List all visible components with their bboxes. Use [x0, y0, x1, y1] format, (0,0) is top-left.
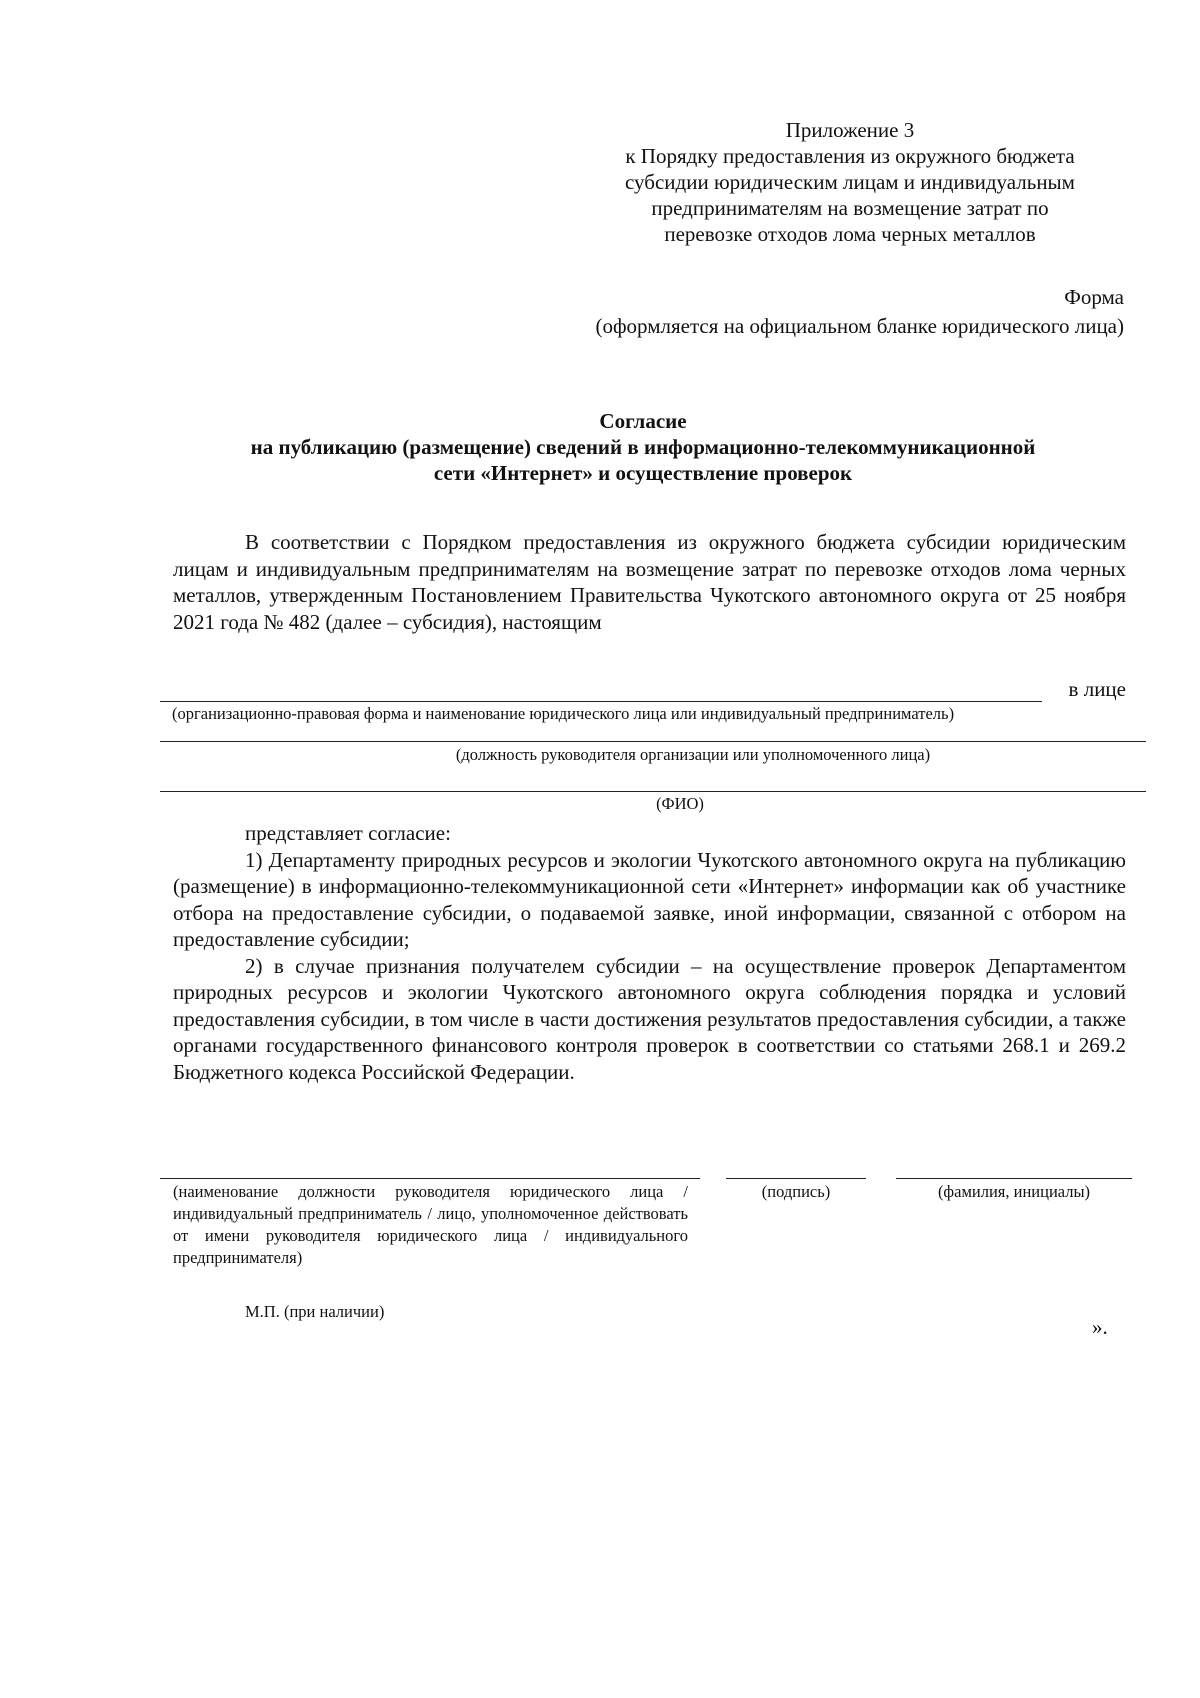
- form-note: (оформляется на официальном бланке юридического лица): [595, 314, 1124, 338]
- fio-caption: (ФИО): [656, 794, 704, 813]
- appendix-ref-line: субсидии юридическим лицам и индивидуальным: [625, 170, 1075, 194]
- stamp-note: М.П. (при наличии): [245, 1302, 385, 1321]
- signature-line: [726, 1178, 866, 1179]
- org-name-caption: (организационно-правовая форма и наименование юридического лица или индивидуальный предприниматель): [172, 704, 955, 723]
- intro-paragraph: [173, 529, 1126, 635]
- appendix-ref-line: предпринимателям на возмещение затрат по: [651, 196, 1049, 220]
- in-person-label: в лице: [1068, 677, 1126, 701]
- org-name-line: [160, 701, 1042, 702]
- fio-line: [160, 791, 1146, 792]
- signature-position-text: (наименование должности руководителя юридического лица / индивидуальный предприниматель / лицо, уполномоченное действовать от имени руководителя юридического лица / индивидуального предпринимателя): [173, 1182, 688, 1267]
- form-label: Форма: [1064, 285, 1124, 309]
- consent-item-2: 2) в случае признания получателем субсидии – на осуществление проверок Департаментом природных ресурсов и экологии Чукотского автономного округа соблюдения порядка и условий предоставления субсидии, в том числе в части достижения результатов предоставления субсидии, а также органами государственного финансового контроля проверок в соответствии со статьями 268.1 и 269.2 Бюджетного кодекса Российской Федерации.: [173, 953, 1126, 1084]
- consent-body: [173, 820, 1126, 1085]
- position-line: [160, 741, 1146, 742]
- signature-position-line: [160, 1178, 700, 1179]
- title-line: Согласие: [599, 409, 687, 433]
- title-line: на публикацию (размещение) сведений в информационно-телекоммуникационной: [250, 435, 1036, 459]
- consent-item-1: 1) Департаменту природных ресурсов и экологии Чукотского автономного округа на публикацию (размещение) в информационно-телекоммуникационной сети «Интернет» информации как об участнике отбора на предоставление субсидии, о подаваемой заявке, иной информации, связанной с отбором на предоставление субсидии;: [173, 847, 1126, 951]
- position-caption: (должность руководителя организации или уполномоченного лица): [455, 745, 931, 764]
- signature-caption: (подпись): [761, 1182, 831, 1201]
- intro-text: В соответствии с Порядком предоставления из окружного бюджета субсидии юридическим лицам и индивидуальным предпринимателям на возмещение затрат по перевозке отходов лома черных металлов, утвержденным Постановлением Правительства Чукотского автономного округа от 25 ноября 2021 года № 482 (далее – субсидия), настоящим: [173, 530, 1126, 634]
- document-title: [160, 408, 1126, 486]
- title-line: сети «Интернет» и осуществление проверок: [433, 461, 853, 485]
- signature-position-caption: [173, 1181, 688, 1269]
- signature-name-line: [896, 1178, 1132, 1179]
- consent-intro: представляет согласие:: [245, 821, 451, 845]
- appendix-ref-line: перевозке отходов лома черных металлов: [664, 222, 1036, 246]
- appendix-number: Приложение 3: [785, 118, 915, 142]
- appendix-header: [570, 117, 1130, 247]
- appendix-ref-line: к Порядку предоставления из окружного бюджета: [625, 144, 1075, 168]
- closing-quote: ».: [1092, 1315, 1108, 1339]
- signature-name-caption: (фамилия, инициалы): [937, 1182, 1091, 1201]
